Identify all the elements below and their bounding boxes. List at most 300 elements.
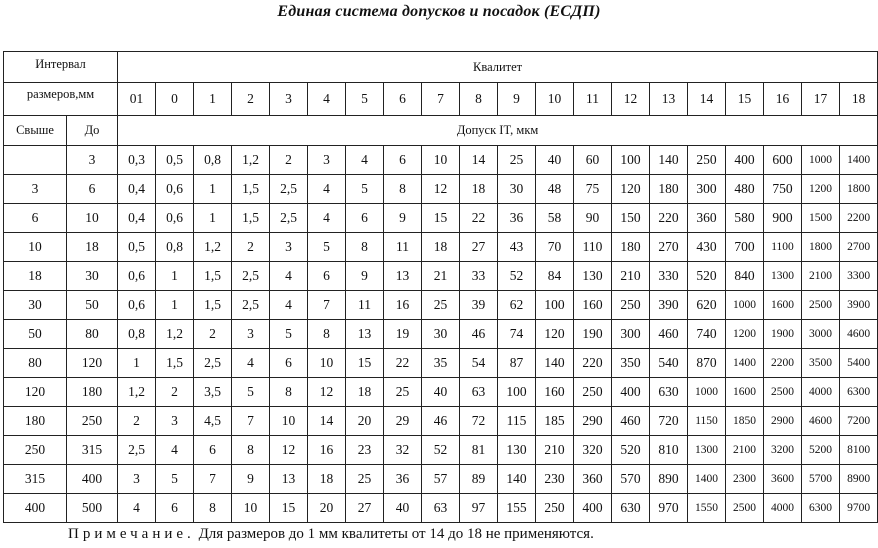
tolerance-cell: 8 [346,233,384,262]
tolerance-cell: 140 [498,465,536,494]
tolerance-cell: 35 [422,349,460,378]
interval-over-cell: 3 [4,175,67,204]
tolerance-cell: 400 [612,378,650,407]
tolerance-cell: 360 [574,465,612,494]
tolerance-cell: 1500 [802,204,840,233]
tolerance-cell: 18 [422,233,460,262]
tolerance-cell: 3000 [802,320,840,349]
interval-units-label: размеров,мм [26,87,95,101]
tolerance-cell: 330 [650,262,688,291]
table-row [4,262,878,291]
tolerance-cell: 0,4 [118,204,156,233]
tolerance-cell: 460 [650,320,688,349]
tolerance-cell: 2,5 [270,204,308,233]
tolerance-cell: 89 [460,465,498,494]
grade-header-18: 18 [840,83,878,116]
tolerance-cell: 140 [536,349,574,378]
tolerance-cell: 250 [574,378,612,407]
tolerance-cell: 23 [346,436,384,465]
tolerance-cell: 2 [270,146,308,175]
tolerance-cell: 11 [384,233,422,262]
tolerance-cell: 630 [650,378,688,407]
tolerance-cell: 2700 [840,233,878,262]
tolerance-cell: 150 [612,204,650,233]
interval-header-cell [4,52,118,83]
tolerance-cell: 810 [650,436,688,465]
tolerance-cell: 1,5 [232,204,270,233]
tolerance-cell: 2,5 [118,436,156,465]
tolerance-cell: 4 [270,291,308,320]
tolerance-cell: 36 [384,465,422,494]
interval-over-cell: 180 [4,407,67,436]
tolerance-cell: 6 [270,349,308,378]
table-row [4,320,878,349]
interval-over-cell: 50 [4,320,67,349]
table-row [4,378,878,407]
tolerance-cell: 140 [650,146,688,175]
tolerance-cell: 120 [612,175,650,204]
tolerance-cell: 460 [612,407,650,436]
tolerance-cell: 250 [536,494,574,523]
tolerance-cell: 20 [308,494,346,523]
tolerance-cell: 4000 [802,378,840,407]
tolerance-cell: 4000 [764,494,802,523]
tolerance-cell: 0,5 [118,233,156,262]
tolerance-cell: 570 [612,465,650,494]
interval-over-cell: 315 [4,465,67,494]
tolerance-cell: 7 [308,291,346,320]
tolerance-cell: 4600 [802,407,840,436]
tolerance-cell: 1900 [764,320,802,349]
tolerance-cell: 1000 [688,378,726,407]
tolerance-cell: 2200 [840,204,878,233]
tolerance-cell: 75 [574,175,612,204]
tolerance-cell: 9 [232,465,270,494]
tolerance-cell: 10 [422,146,460,175]
tolerance-cell: 2,5 [270,175,308,204]
tolerance-cell: 320 [574,436,612,465]
interval-over-cell: 120 [4,378,67,407]
tolerance-cell: 220 [574,349,612,378]
grade-header-12: 12 [612,83,650,116]
tolerance-cell: 27 [346,494,384,523]
tolerance-cell: 890 [650,465,688,494]
tolerance-header: Допуск IT, мкм [118,116,878,146]
tolerance-cell: 1 [118,349,156,378]
tolerance-cell: 1,5 [232,175,270,204]
tolerance-cell: 10 [270,407,308,436]
tolerance-cell: 480 [726,175,764,204]
tolerance-cell: 27 [460,233,498,262]
tolerance-cell: 0,6 [156,175,194,204]
tolerance-cell: 720 [650,407,688,436]
tolerance-cell: 22 [384,349,422,378]
tolerance-cell: 3200 [764,436,802,465]
tolerance-cell: 25 [422,291,460,320]
tolerance-cell: 1,2 [118,378,156,407]
tolerance-cell: 16 [308,436,346,465]
tolerance-cell: 46 [422,407,460,436]
tolerance-cell: 58 [536,204,574,233]
tolerance-cell: 5200 [802,436,840,465]
tolerance-cell: 2,5 [232,262,270,291]
tolerance-cell: 230 [536,465,574,494]
tolerance-cell: 4 [118,494,156,523]
tolerance-cell: 8 [270,378,308,407]
tolerance-cell: 20 [346,407,384,436]
grade-header-13: 13 [650,83,688,116]
tolerance-cell: 520 [612,436,650,465]
tolerance-cell: 63 [460,378,498,407]
tolerance-cell: 1400 [688,465,726,494]
tolerance-cell: 1600 [764,291,802,320]
tolerance-cell: 3500 [802,349,840,378]
tolerance-cell: 1400 [840,146,878,175]
table-row [4,204,878,233]
tolerance-cell: 8 [194,494,232,523]
tolerance-cell: 25 [346,465,384,494]
tolerance-cell: 250 [688,146,726,175]
tolerance-cell: 130 [498,436,536,465]
tolerance-cell: 0,5 [156,146,194,175]
tolerance-cell: 14 [460,146,498,175]
grade-header-4: 4 [308,83,346,116]
tolerance-cell: 2300 [726,465,764,494]
tolerance-cell: 0,8 [194,146,232,175]
tolerance-cell: 7 [194,465,232,494]
tolerance-cell: 22 [460,204,498,233]
tolerance-cell: 1 [194,175,232,204]
tolerance-cell: 18 [346,378,384,407]
grade-header-16: 16 [764,83,802,116]
tolerance-cell: 12 [270,436,308,465]
tolerance-cell: 400 [726,146,764,175]
grade-header-11: 11 [574,83,612,116]
tolerance-cell: 8100 [840,436,878,465]
tolerance-cell: 4 [156,436,194,465]
tolerance-table [3,51,878,523]
interval-over-cell [4,146,67,175]
interval-units-cell [4,83,118,116]
tolerance-cell: 57 [422,465,460,494]
tolerance-cell: 2500 [802,291,840,320]
interval-upto-cell: 30 [67,262,118,291]
grade-header-14: 14 [688,83,726,116]
table-row [4,407,878,436]
tolerance-cell: 300 [612,320,650,349]
tolerance-cell: 185 [536,407,574,436]
tolerance-cell: 130 [574,262,612,291]
grade-header-10: 10 [536,83,574,116]
tolerance-cell: 3,5 [194,378,232,407]
tolerance-cell: 2200 [764,349,802,378]
tolerance-cell: 4 [232,349,270,378]
grade-header-15: 15 [726,83,764,116]
tolerance-cell: 8 [308,320,346,349]
tolerance-cell: 250 [612,291,650,320]
tolerance-cell: 400 [574,494,612,523]
interval-over-cell: 30 [4,291,67,320]
tolerance-cell: 40 [422,378,460,407]
tolerance-cell: 1850 [726,407,764,436]
tolerance-cell: 2100 [726,436,764,465]
tolerance-cell: 1100 [764,233,802,262]
interval-upto-cell: 180 [67,378,118,407]
tolerance-cell: 190 [574,320,612,349]
tolerance-cell: 32 [384,436,422,465]
tolerance-cell: 0,6 [118,291,156,320]
tolerance-cell: 5700 [802,465,840,494]
tolerance-cell: 72 [460,407,498,436]
tolerance-cell: 1 [156,291,194,320]
tolerance-cell: 33 [460,262,498,291]
tolerance-cell: 520 [688,262,726,291]
tolerance-cell: 1800 [840,175,878,204]
tolerance-cell: 8 [232,436,270,465]
tolerance-cell: 2 [156,378,194,407]
interval-over-cell: 18 [4,262,67,291]
tolerance-cell: 43 [498,233,536,262]
tolerance-cell: 3 [270,233,308,262]
tolerance-cell: 6 [308,262,346,291]
tolerance-cell: 210 [536,436,574,465]
tolerance-cell: 4 [308,175,346,204]
tolerance-cell: 350 [612,349,650,378]
tolerance-cell: 2 [232,233,270,262]
interval-over-cell: 6 [4,204,67,233]
tolerance-cell: 1550 [688,494,726,523]
tolerance-cell: 19 [384,320,422,349]
tolerance-cell: 63 [422,494,460,523]
tolerance-cell: 70 [536,233,574,262]
interval-upto-cell: 10 [67,204,118,233]
tolerance-cell: 48 [536,175,574,204]
tolerance-cell: 620 [688,291,726,320]
interval-upto-cell: 3 [67,146,118,175]
tolerance-cell: 6300 [802,494,840,523]
tolerance-cell: 21 [422,262,460,291]
interval-upto-cell: 400 [67,465,118,494]
header-row-tolerance [4,116,878,146]
tolerance-cell: 0,3 [118,146,156,175]
tolerance-cell: 39 [460,291,498,320]
tolerance-cell: 100 [612,146,650,175]
tolerance-cell: 840 [726,262,764,291]
interval-over-cell: 10 [4,233,67,262]
grade-header-5: 5 [346,83,384,116]
tolerance-cell: 870 [688,349,726,378]
tolerance-cell: 4 [270,262,308,291]
grade-header-2: 2 [232,83,270,116]
tolerance-cell: 1200 [726,320,764,349]
grade-header-3: 3 [270,83,308,116]
tolerance-cell: 60 [574,146,612,175]
tolerance-cell: 4,5 [194,407,232,436]
note-text: Для размеров до 1 мм квалитеты от 14 до 18 не применяются. [198,526,594,542]
table-row [4,291,878,320]
tolerance-cell: 1150 [688,407,726,436]
tolerance-cell: 3 [232,320,270,349]
upto-header: До [67,116,118,146]
footnote [68,526,594,543]
tolerance-cell: 180 [612,233,650,262]
tolerance-cell: 9 [384,204,422,233]
tolerance-cell: 1,2 [232,146,270,175]
tolerance-cell: 25 [498,146,536,175]
grade-header-0: 0 [156,83,194,116]
tolerance-cell: 13 [384,262,422,291]
interval-upto-cell: 18 [67,233,118,262]
interval-over-cell: 80 [4,349,67,378]
tolerance-cell: 100 [536,291,574,320]
tolerance-cell: 29 [384,407,422,436]
tolerance-cell: 360 [688,204,726,233]
grade-header-8: 8 [460,83,498,116]
grade-header-9: 9 [498,83,536,116]
table-row [4,494,878,523]
tolerance-cell: 74 [498,320,536,349]
tolerance-cell: 5 [346,175,384,204]
over-header: Свыше [4,116,67,146]
tolerance-cell: 1 [156,262,194,291]
header-row-grades [4,83,878,116]
table-row [4,146,878,175]
tolerance-cell: 8 [384,175,422,204]
tolerance-cell: 1,5 [194,291,232,320]
note-label: Примечание. [68,526,195,542]
tolerance-cell: 6 [194,436,232,465]
interval-upto-cell: 315 [67,436,118,465]
tolerance-cell: 210 [612,262,650,291]
tolerance-cell: 2 [194,320,232,349]
tolerance-cell: 3 [308,146,346,175]
interval-upto-cell: 50 [67,291,118,320]
document-title: Единая система допусков и посадок (ЕСДП) [277,3,601,20]
tolerance-cell: 1,5 [156,349,194,378]
grade-header-7: 7 [422,83,460,116]
tolerance-cell: 30 [498,175,536,204]
table-row [4,465,878,494]
tolerance-cell: 100 [498,378,536,407]
tolerance-cell: 30 [422,320,460,349]
interval-label: Интервал [35,57,86,71]
tolerance-cell: 5 [232,378,270,407]
tolerance-cell: 14 [308,407,346,436]
grade-header-1: 1 [194,83,232,116]
tolerance-cell: 52 [422,436,460,465]
tolerance-cell: 2,5 [194,349,232,378]
tolerance-cell: 18 [460,175,498,204]
tolerance-cell: 120 [536,320,574,349]
tolerance-cell: 0,4 [118,175,156,204]
tolerance-cell: 1300 [688,436,726,465]
tolerance-cell: 2900 [764,407,802,436]
qualitet-header: Квалитет [118,52,878,83]
tolerance-cell: 2100 [802,262,840,291]
table-row [4,349,878,378]
tolerance-cell: 600 [764,146,802,175]
tolerance-cell: 0,8 [118,320,156,349]
tolerance-cell: 40 [384,494,422,523]
tolerance-cell: 15 [346,349,384,378]
tolerance-cell: 81 [460,436,498,465]
tolerance-cell: 11 [346,291,384,320]
tolerance-cell: 1,2 [194,233,232,262]
tolerance-cell: 15 [270,494,308,523]
tolerance-cell: 430 [688,233,726,262]
interval-over-cell: 250 [4,436,67,465]
tolerance-cell: 7200 [840,407,878,436]
tolerance-cell: 6 [384,146,422,175]
tolerance-cell: 540 [650,349,688,378]
table-row [4,175,878,204]
tolerance-cell: 87 [498,349,536,378]
tolerance-cell: 4 [308,204,346,233]
tolerance-cell: 54 [460,349,498,378]
tolerance-cell: 300 [688,175,726,204]
grade-header-6: 6 [384,83,422,116]
tolerance-cell: 700 [726,233,764,262]
grade-header-17: 17 [802,83,840,116]
tolerance-cell: 15 [422,204,460,233]
tolerance-cell: 9 [346,262,384,291]
tolerance-cell: 970 [650,494,688,523]
tolerance-cell: 1300 [764,262,802,291]
tolerance-cell: 220 [650,204,688,233]
tolerance-cell: 270 [650,233,688,262]
tolerance-cell: 1000 [726,291,764,320]
tolerance-cell: 390 [650,291,688,320]
header-row-qualitet [4,52,878,83]
tolerance-cell: 9700 [840,494,878,523]
tolerance-cell: 8900 [840,465,878,494]
tolerance-cell: 115 [498,407,536,436]
tolerance-cell: 2500 [726,494,764,523]
tolerance-cell: 12 [308,378,346,407]
tolerance-cell: 62 [498,291,536,320]
tolerance-cell: 3900 [840,291,878,320]
tolerance-cell: 3 [156,407,194,436]
interval-upto-cell: 6 [67,175,118,204]
tolerance-cell: 40 [536,146,574,175]
tolerance-cell: 4600 [840,320,878,349]
tolerance-cell: 1600 [726,378,764,407]
tolerance-cell: 1400 [726,349,764,378]
tolerance-cell: 1 [194,204,232,233]
tolerance-cell: 6 [156,494,194,523]
tolerance-cell: 12 [422,175,460,204]
tolerance-cell: 25 [384,378,422,407]
tolerance-cell: 630 [612,494,650,523]
tolerance-cell: 52 [498,262,536,291]
grade-header-01: 01 [118,83,156,116]
tolerance-cell: 6 [346,204,384,233]
tolerance-cell: 5 [308,233,346,262]
tolerance-cell: 3 [118,465,156,494]
tolerance-cell: 0,8 [156,233,194,262]
table-row [4,233,878,262]
tolerance-cell: 2 [118,407,156,436]
tolerance-cell: 1200 [802,175,840,204]
tolerance-cell: 1,5 [194,262,232,291]
tolerance-cell: 2,5 [232,291,270,320]
tolerance-cell: 1000 [802,146,840,175]
tolerance-cell: 5 [156,465,194,494]
tolerance-cell: 90 [574,204,612,233]
tolerance-cell: 155 [498,494,536,523]
interval-upto-cell: 500 [67,494,118,523]
tolerance-cell: 750 [764,175,802,204]
